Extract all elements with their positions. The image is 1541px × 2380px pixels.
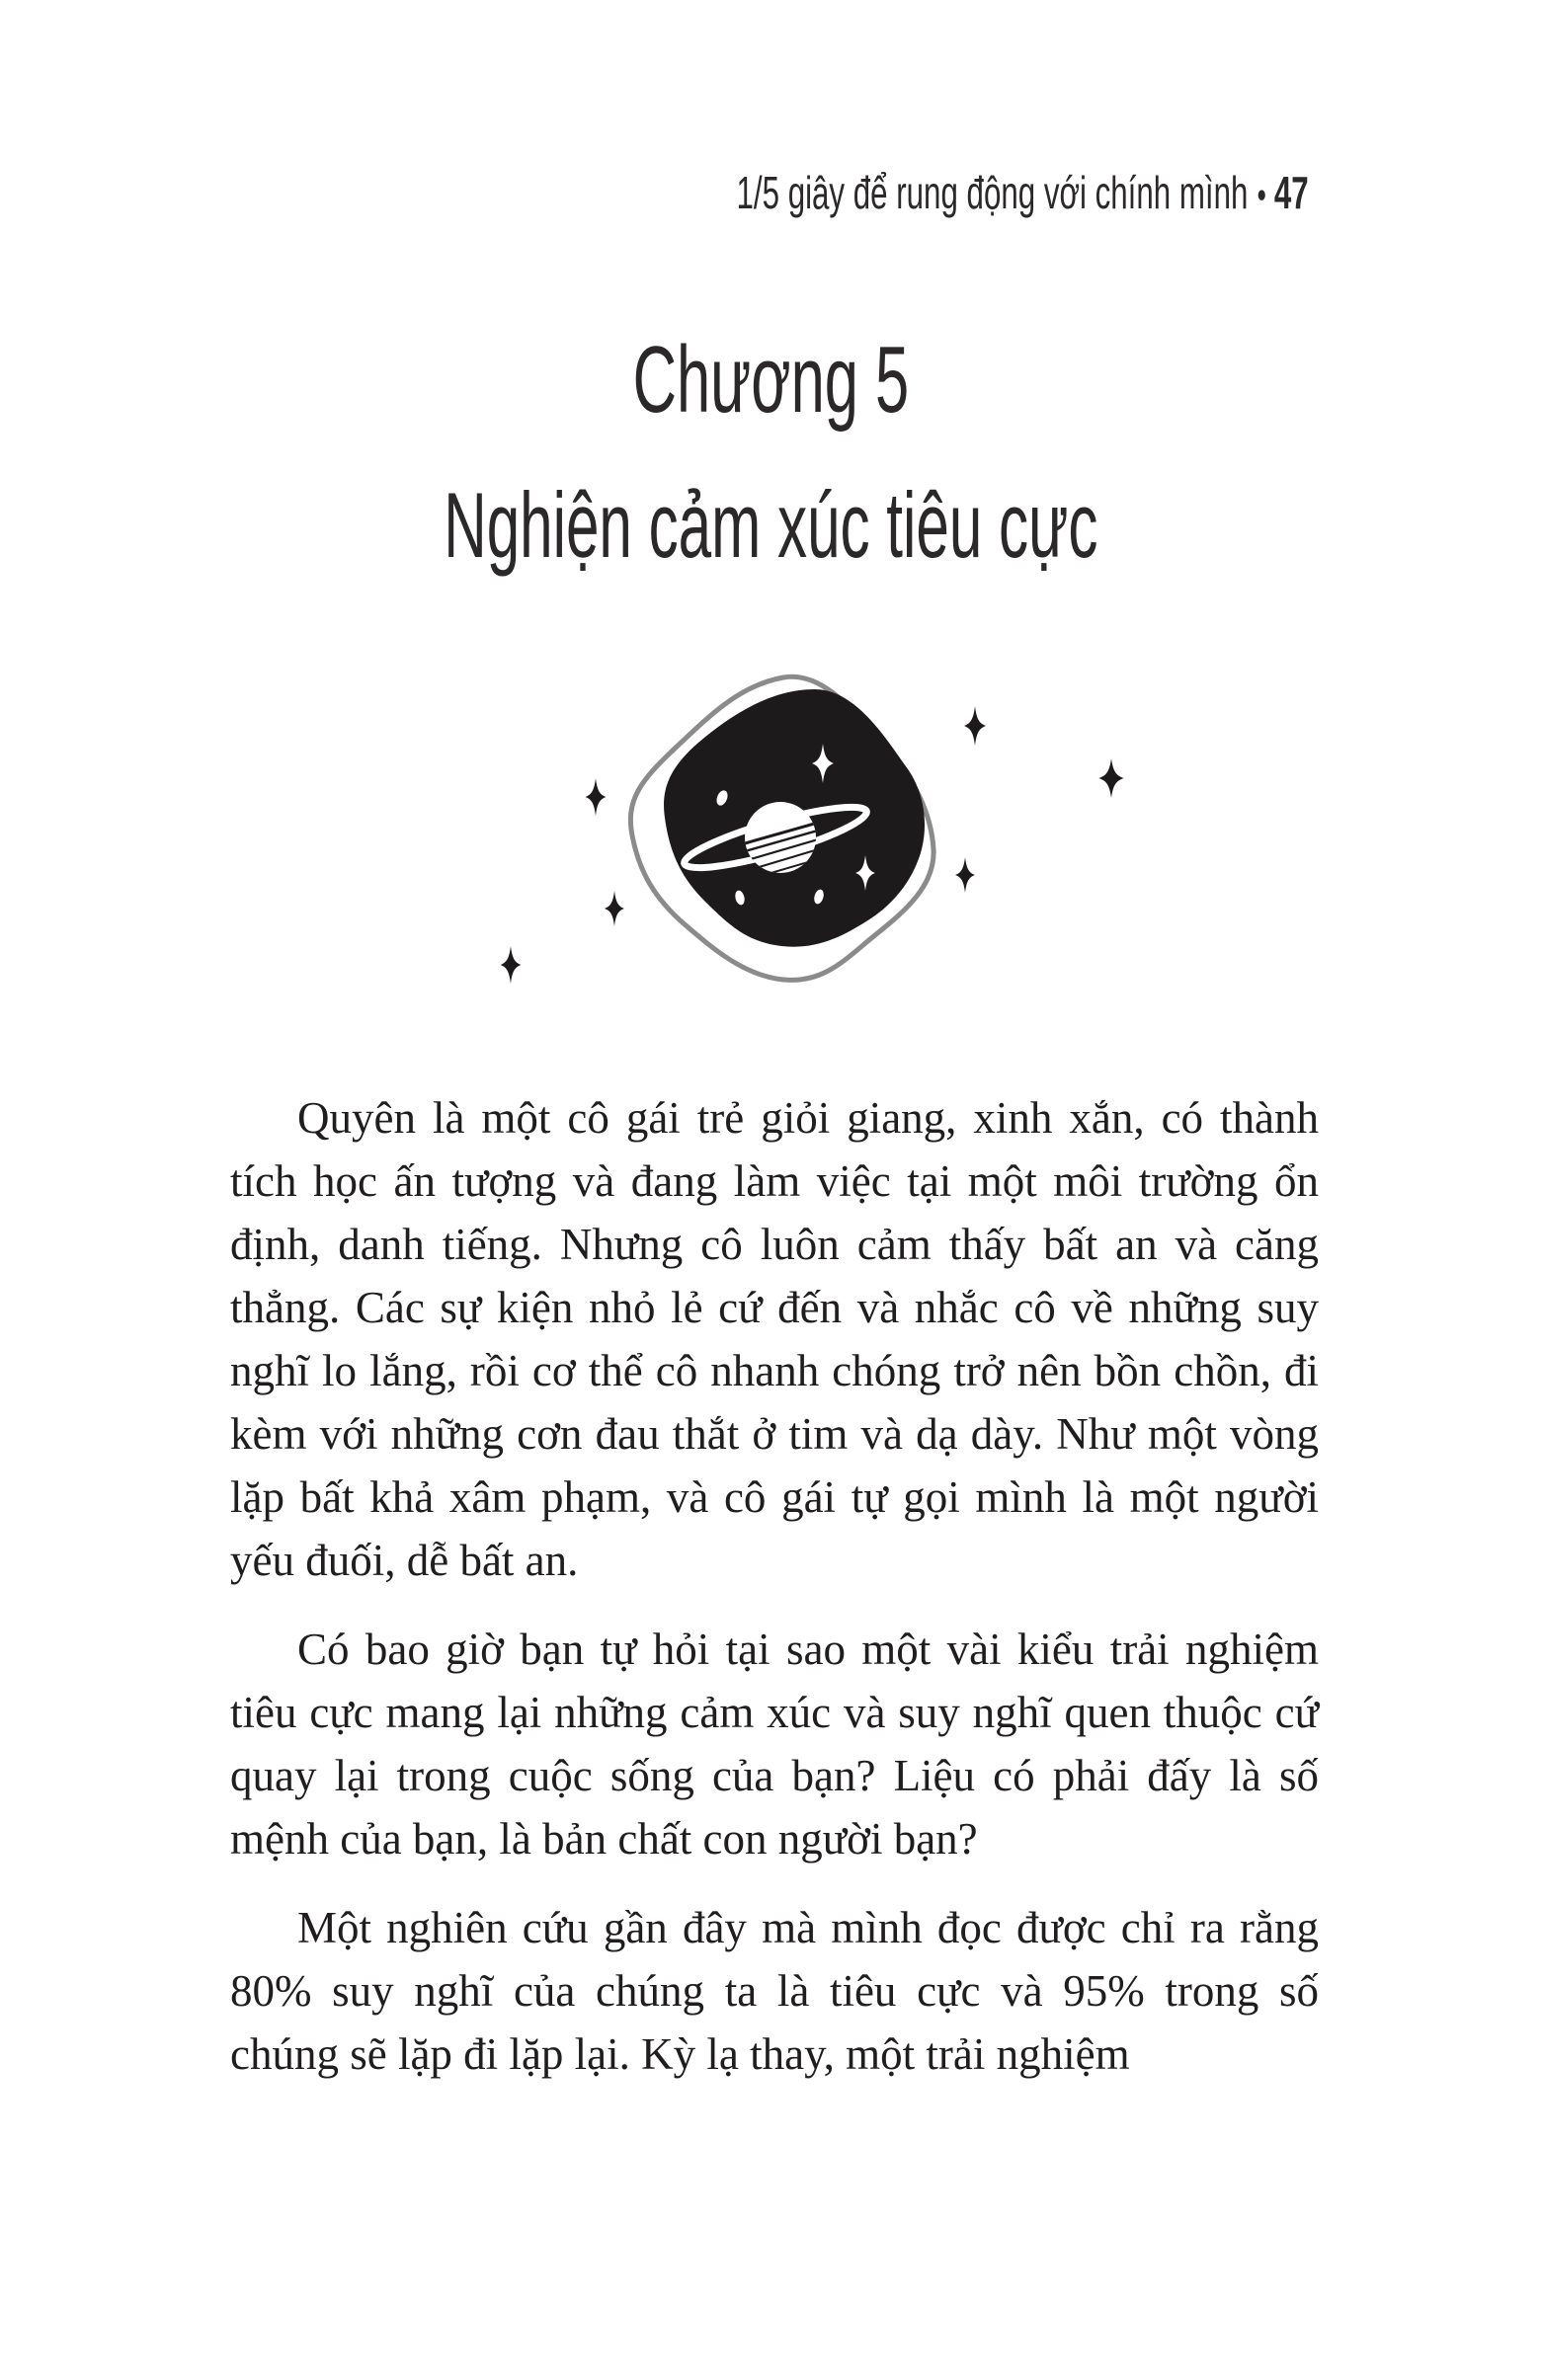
running-title: 1/5 giây để rung động với chính mình (736, 167, 1249, 218)
body-text (230, 1086, 1319, 2111)
page-number: 47 (1274, 167, 1309, 218)
chapter-title (0, 472, 1541, 579)
sparkle-icon (586, 778, 607, 816)
paragraph: Có bao giờ bạn tự hỏi tại sao một vài kiểu trải nghiệm tiêu cực mang lại những cảm xúc và suy nghĩ quen thuộc cứ quay lại trong cuộc sống của bạn? Liệu có phải đấy là số mệnh của bạn, là bản chất con người bạn? (230, 1625, 1319, 1864)
paragraph: Một nghiên cứu gần đây mà mình đọc được chỉ ra rằng 80% suy nghĩ của chúng ta là tiêu cực và 95% trong số chúng sẽ lặp đi lặp lại. Kỳ lạ thay, một trải nghiệm (230, 1903, 1319, 2079)
sparkle-icon (685, 893, 702, 924)
chapter-label (0, 326, 1541, 435)
sparkle-icon (605, 891, 624, 926)
space-illustration (449, 640, 1141, 1114)
running-head-text (737, 166, 1309, 219)
sparkle-icon (1098, 758, 1123, 798)
sparkle-icon (964, 706, 986, 746)
page-header (0, 166, 1309, 219)
sparkle-icon (501, 946, 522, 984)
separator-dot: • (1257, 175, 1267, 215)
chapter-label-text: Chương 5 (632, 327, 909, 433)
paragraph: Quyên là một cô gái trẻ giỏi giang, xinh xắn, có thành tích học ấn tượng và đang làm việc tại một môi trường ổn định, danh tiếng. Nhưng cô luôn cảm thấy bất an và căng thẳng. Các sự kiện nhỏ lẻ cứ đến và nhắc cô về những suy nghĩ lo lắng, rồi cơ thể cô nhanh chóng trở nên bồn chồn, đi kèm với những cơn đau thắt ở tim và dạ dày. Như một vòng lặp bất khả xâm phạm, và cô gái tự gọi mình là một người yếu đuối, dễ bất an. (230, 1093, 1319, 1585)
space-illustration-svg (449, 640, 1141, 1114)
chapter-title-text: Nghiện cảm xúc tiêu cực (443, 473, 1098, 577)
sparkle-icon (955, 857, 975, 893)
